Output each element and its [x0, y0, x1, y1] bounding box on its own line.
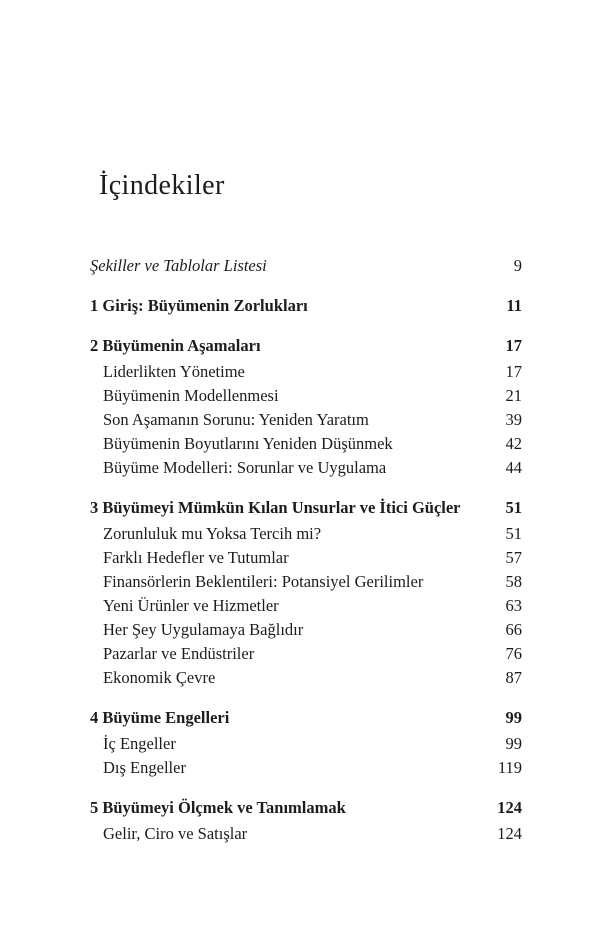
toc-entry-page-number: 76	[505, 644, 522, 663]
toc-entry-page-number: 44	[505, 458, 522, 477]
toc-entry-row	[90, 666, 522, 690]
toc-entry-label: Yeni Ürünler ve Hizmetler	[103, 596, 279, 615]
toc-front-matter-row	[90, 254, 522, 278]
toc-entry-row	[90, 570, 522, 594]
toc-section	[90, 294, 522, 318]
toc-chapter-label: 3 Büyümeyi Mümkün Kılan Unsurlar ve İtici Güçler	[90, 498, 461, 517]
toc-chapter-page-number: 51	[505, 498, 522, 517]
toc-entry-label: Farklı Hedefler ve Tutumlar	[103, 548, 289, 567]
toc-entry-label: Gelir, Ciro ve Satışlar	[103, 824, 248, 843]
toc-entry-page-number: 42	[505, 434, 522, 453]
toc-section	[90, 496, 522, 690]
toc-entry-label: Pazarlar ve Endüstriler	[103, 644, 255, 663]
toc-section	[90, 334, 522, 480]
toc-entry-label: Son Aşamanın Sorunu: Yeniden Yaratım	[103, 410, 369, 429]
toc-chapter-page-number: 124	[497, 798, 522, 817]
toc-subsection-list	[90, 822, 522, 846]
toc-chapter-label: 2 Büyümenin Aşamaları	[90, 336, 261, 355]
toc-chapter-row	[90, 706, 522, 730]
toc-front-matter-label: Şekiller ve Tablolar Listesi	[90, 256, 267, 275]
toc-chapter-label: 4 Büyüme Engelleri	[90, 708, 230, 727]
toc-entry-row	[90, 384, 522, 408]
toc-entry-page-number: 66	[505, 620, 522, 639]
toc-chapter-page-number: 11	[506, 296, 522, 315]
toc-chapter-row	[90, 496, 522, 520]
toc-entry-label: Büyümenin Modellenmesi	[103, 386, 279, 405]
toc-entry-row	[90, 732, 522, 756]
toc-entry-label: Dış Engeller	[103, 758, 186, 777]
toc-entry-page-number: 87	[505, 668, 522, 687]
toc-entry-page-number: 51	[505, 524, 522, 543]
toc-entry-row	[90, 594, 522, 618]
toc-entry-label: Liderlikten Yönetime	[103, 362, 245, 381]
toc-chapter-label: 1 Giriş: Büyümenin Zorlukları	[90, 296, 308, 315]
toc-entry-page-number: 57	[505, 548, 522, 567]
toc-entry-label: Büyüme Modelleri: Sorunlar ve Uygulama	[103, 458, 387, 477]
toc-entry-label: Finansörlerin Beklentileri: Potansiyel Gerilimler	[103, 572, 424, 591]
toc-chapter-row	[90, 796, 522, 820]
toc-entry-label: Ekonomik Çevre	[103, 668, 216, 687]
toc-entry-label: İç Engeller	[103, 734, 176, 753]
toc-subsection-list	[90, 522, 522, 690]
toc-entry-label: Zorunluluk mu Yoksa Tercih mi?	[103, 524, 322, 543]
toc-entry-row	[90, 522, 522, 546]
page-title: İçindekiler	[99, 170, 225, 201]
toc-chapter-row	[90, 334, 522, 358]
toc-entry-row	[90, 756, 522, 780]
toc-entry-row	[90, 360, 522, 384]
toc-entry-page-number: 63	[505, 596, 522, 615]
toc-entry-page-number: 39	[505, 410, 522, 429]
toc-entry-page-number: 58	[505, 572, 522, 591]
toc-entry-row	[90, 618, 522, 642]
toc-entry-label: Her Şey Uygulamaya Bağlıdır	[103, 620, 304, 639]
toc-entry-row	[90, 456, 522, 480]
toc-entry-label: Büyümenin Boyutlarını Yeniden Düşünmek	[103, 434, 393, 453]
toc-section	[90, 706, 522, 780]
toc-entry-page-number: 17	[505, 362, 522, 381]
toc-subsection-list	[90, 360, 522, 480]
toc-section	[90, 796, 522, 846]
toc-chapter-page-number: 99	[505, 708, 522, 727]
toc-entry-page-number: 119	[497, 758, 522, 777]
toc-entry-row	[90, 408, 522, 432]
toc-chapter-row	[90, 294, 522, 318]
toc-sections	[90, 294, 522, 846]
toc-front-matter-page-number: 9	[513, 256, 522, 275]
toc-entry-row	[90, 432, 522, 456]
table-of-contents	[90, 254, 522, 846]
toc-chapter-label: 5 Büyümeyi Ölçmek ve Tanımlamak	[90, 798, 346, 817]
toc-content	[90, 0, 522, 846]
toc-entry-row	[90, 546, 522, 570]
toc-subsection-list	[90, 732, 522, 780]
toc-entry-page-number: 99	[505, 734, 522, 753]
toc-entry-page-number: 21	[505, 386, 522, 405]
toc-chapter-page-number: 17	[505, 336, 522, 355]
toc-entry-page-number: 124	[497, 824, 522, 843]
toc-entry-row	[90, 822, 522, 846]
toc-entry-row	[90, 642, 522, 666]
